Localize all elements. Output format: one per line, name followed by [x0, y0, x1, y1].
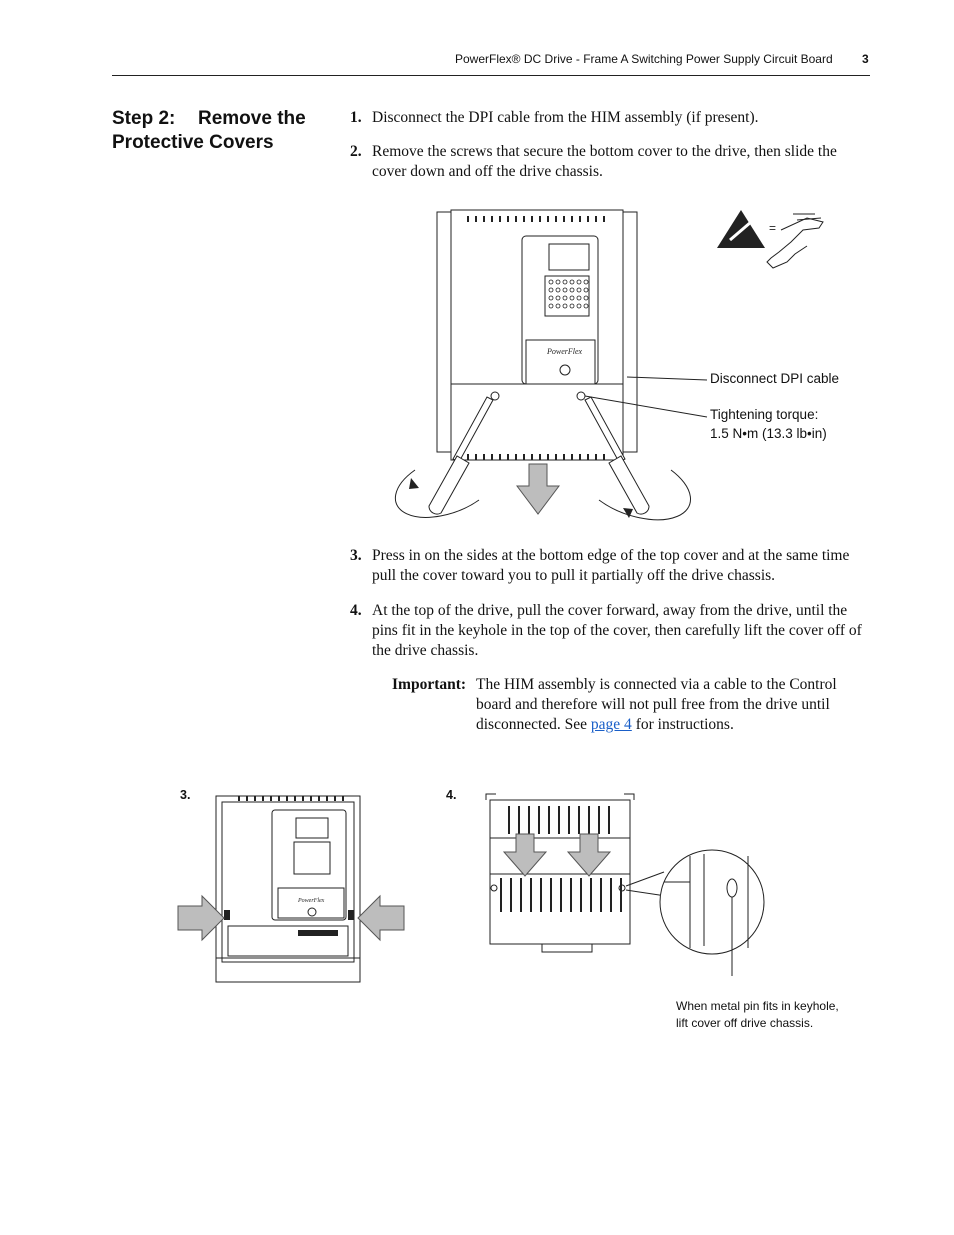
instruction-number: 3.: [350, 547, 362, 564]
instruction-item: [350, 108, 870, 128]
instruction-number: 2.: [350, 143, 362, 160]
step-number: Step 2:: [112, 108, 176, 129]
header-rule: [112, 75, 870, 76]
brand-label-small: PowerFlex: [298, 898, 325, 904]
figure-label-4: 4.: [446, 788, 457, 802]
instruction-number: 4.: [350, 602, 362, 619]
instruction-item: [350, 601, 870, 661]
torque-callout-line2: 1.5 N•m (13.3 lb•in): [710, 426, 827, 441]
important-label: Important:: [392, 676, 467, 693]
important-note: [392, 675, 870, 735]
instruction-text: Disconnect the DPI cable from the HIM assembly (if present).: [372, 109, 759, 126]
esd-equals-sign: =: [769, 221, 777, 235]
figure-label-3: 3.: [180, 788, 191, 802]
torque-callout-line1: Tightening torque:: [710, 407, 819, 422]
press-sides-figure: [178, 788, 408, 992]
important-text: [476, 675, 870, 735]
step-heading: [112, 107, 306, 155]
important-text-after: for instructions.: [631, 716, 734, 733]
instruction-text: At the top of the drive, pull the cover forward, away from the drive, until the pins fit in the keyhole in the top of the cover, then carefully lift the cover off of the drive chassis.: [372, 602, 862, 659]
keyhole-caption: [676, 998, 839, 1032]
instruction-item: [350, 142, 870, 182]
lift-cover-figure: [480, 786, 770, 1000]
instruction-item: [350, 546, 870, 586]
page-number: 3: [862, 52, 869, 66]
instruction-number: 1.: [350, 109, 362, 126]
page-4-link[interactable]: page 4: [590, 716, 632, 733]
running-header-title: PowerFlex® DC Drive - Frame A Switching Power Supply Circuit Board: [455, 52, 833, 66]
brand-label: PowerFlex: [547, 347, 583, 356]
keyhole-caption-line2: lift cover off drive chassis.: [676, 1016, 814, 1030]
instruction-text: Press in on the sides at the bottom edge of the top cover and at the same time pull the cover toward you to pull it partially off the drive chassis.: [372, 547, 850, 584]
keyhole-caption-line1: When metal pin fits in keyhole,: [676, 999, 839, 1013]
step-title-line2: Protective Covers: [112, 132, 274, 153]
step-title-line1: Remove the: [198, 108, 306, 129]
torque-callout: [710, 405, 827, 443]
important-text-before: The HIM assembly is connected via a cable to the Control board and therefore will not pull free from the drive until disconnected. See: [476, 676, 837, 733]
instruction-text: Remove the screws that secure the bottom cover to the drive, then slide the cover down and off the drive chassis.: [372, 143, 837, 180]
dpi-cable-callout: Disconnect DPI cable: [710, 371, 840, 386]
